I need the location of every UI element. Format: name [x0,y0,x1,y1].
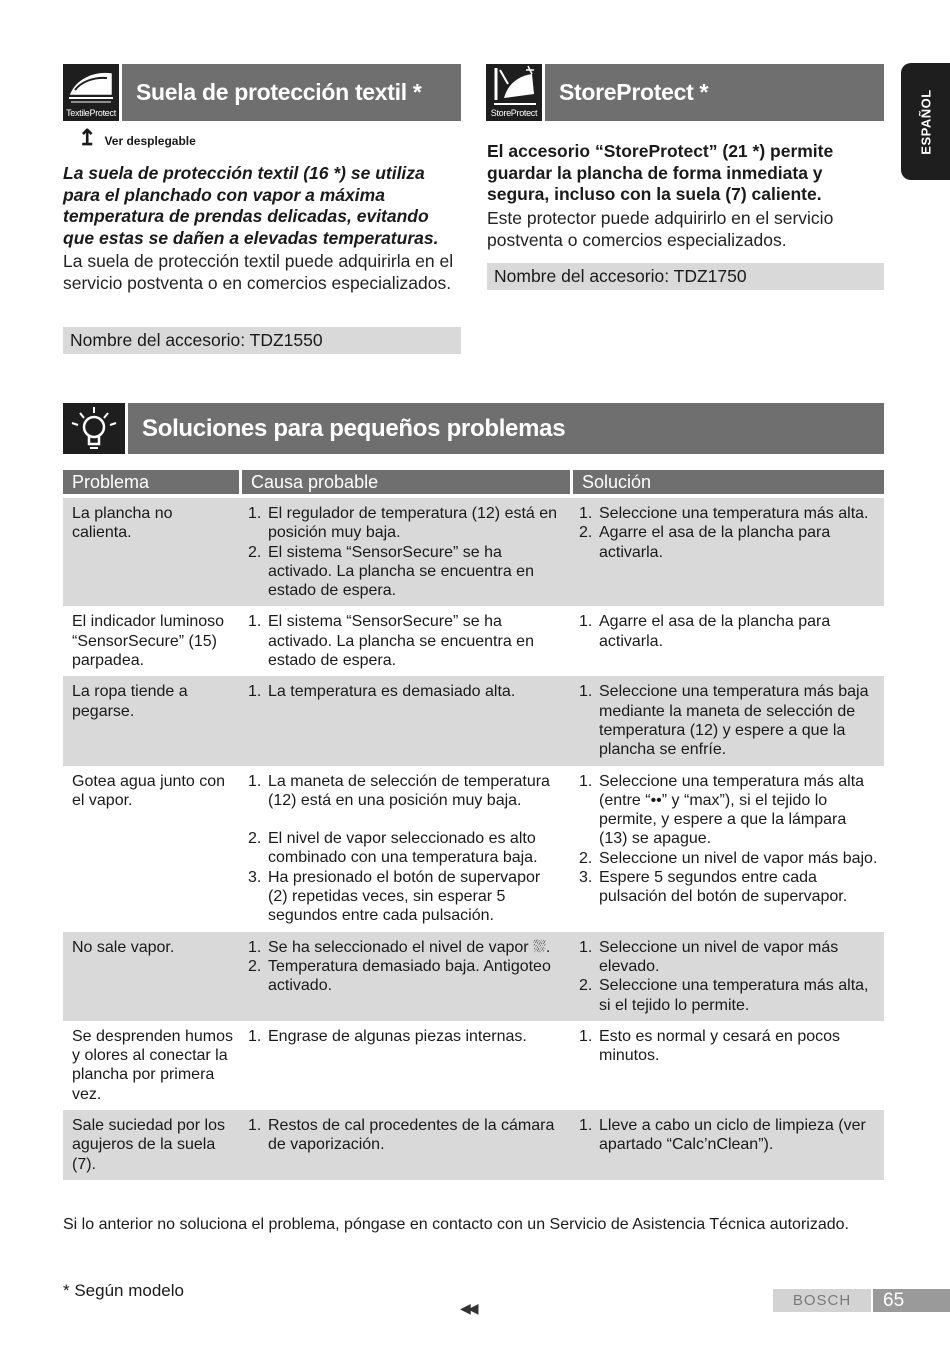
solution-item: 1. Agarre el asa de la plancha para activarla. [579,613,831,650]
lightbulb-icon [63,403,125,454]
section-title-store-protect: StoreProtect * [545,64,884,121]
solution-item: 2. Seleccione una temperatura más alta, si el tejido lo permite. [579,977,869,1014]
problem-cell: Gotea agua junto con el vapor. [72,772,226,809]
footer-note: Si lo anterior no soluciona el problema, póngase en contacto con un Servicio de Asistencia Técnica autorizado. [63,1216,849,1233]
table-row [63,498,884,606]
problem-cell: La ropa tiende a pegarse. [63,676,239,765]
cause-item: 2. El nivel de vapor seleccionado es alto combinado con una temperatura baja. [248,830,538,867]
solution-cell [570,766,884,932]
solution-cell [570,1110,884,1180]
solution-item: 1. Seleccione una temperatura más alta (entre “••” y “max”), si el tejido lo permite, y espere a que la lámpara (13) se apague. [579,772,865,848]
cause-item: 1. La maneta de selección de temperatura (12) está en una posición muy baja. [248,772,550,809]
table-row [63,932,884,1021]
textile-protect-lead: La suela de protección textil (16 *) se utiliza para el planchado con vapor a máxima temperatura de prendas delicadas, evitando que estas se dañen a elevadas temperaturas. [63,163,439,248]
table-row [63,676,884,765]
table-row [63,1021,884,1110]
solution-item: 2. Agarre el asa de la plancha para activarla. [579,524,831,561]
problem-cell: Sale suciedad por los agujeros de la suela (7). [63,1110,239,1180]
cause-item: 1. Restos de cal procedentes de la cámara de vaporización. [248,1117,555,1154]
solution-cell [570,676,884,765]
header-problem: Problema [63,470,239,498]
store-protect-icon [486,64,542,121]
solution-cell [570,498,884,606]
store-protect-lead: El accesorio “StoreProtect” (21 *) permite guardar la plancha de forma inmediata y segura, incluso con la suela (7) caliente. [487,141,834,204]
solution-item: 2. Seleccione un nivel de vapor más bajo. [579,849,878,867]
cause-cell [239,1110,570,1180]
solution-item: 1. Seleccione una temperatura más alta. [579,505,869,522]
problem-cell: No sale vapor. [63,932,239,1021]
cause-item: 2. El sistema “SensorSecure” se ha activado. La plancha se encuentra en estado de espera. [248,543,534,600]
cause-cell [239,932,570,1021]
troubleshooting-table [63,470,884,1180]
cause-item: 1. El regulador de temperatura (12) está en posición muy baja. [248,505,558,542]
cause-item: 2. Temperatura demasiado baja. Antigoteo activado. [248,957,551,995]
cause-cell [239,766,570,932]
cause-item: 3. Ha presionado el botón de supervapor (2) repetidas veces, sin esperar 5 segundos entre cada pulsación. [248,868,541,925]
language-tab [901,63,950,180]
textile-protect-caption: TextileProtect [66,108,116,118]
solution-cell [570,606,884,676]
section-title-textile-protect: Suela de protección textil * [122,64,461,121]
fold-note-label: Ver desplegable [104,134,196,148]
cause-item: 1. Se ha seleccionado el nivel de vapor ⛆. [248,938,551,956]
solution-item: 1. Esto es normal y cesará en pocos minutos. [579,1027,841,1065]
cause-item: 1. El sistema “SensorSecure” se ha activado. La plancha se encuentra en estado de espera. [248,613,534,670]
problem-cell: Se desprenden humos y olores al conectar la plancha por primera vez. [72,1027,233,1103]
cause-cell [239,676,570,765]
problem-cell: La plancha no calienta. [63,498,239,606]
solution-cell [570,932,884,1021]
table-row [63,606,884,676]
header-cause: Causa probable [239,470,570,498]
store-protect-accessory: Nombre del accesorio: TDZ1750 [487,263,884,290]
page-number: 65 [873,1289,950,1312]
textile-protect-icon [63,64,119,121]
header-solution: Solución [570,470,884,498]
solution-item: 1. Lleve a cabo un ciclo de limpieza (ver apartado “Calc’nClean”). [579,1117,866,1154]
section-title-troubleshooting: Soluciones para pequeños problemas [128,403,884,454]
footnote: * Según modelo [63,1281,184,1300]
brand-label: BOSCH [773,1289,871,1312]
textile-protect-body: La suela de protección textil puede adquirirla en el servicio postventa o en comercios especializados. [63,251,454,293]
back-arrows-icon: ◀◀ [460,1300,476,1316]
solution-item: 1. Seleccione un nivel de vapor más elevado. [579,938,839,975]
table-row [63,766,884,932]
fold-arrow-icon: ↥ [78,125,97,150]
problem-cell: El indicador luminoso “SensorSecure” (15) parpadea. [72,613,225,670]
cause-item: 1. La temperatura es demasiado alta. [248,683,516,701]
cause-item: 1. Engrase de algunas piezas internas. [248,1027,527,1045]
cause-cell [239,606,570,676]
store-protect-caption: StoreProtect [490,108,538,118]
solution-cell [570,1021,884,1110]
solution-item: 1. Seleccione una temperatura más baja mediante la maneta de selección de temperatura (12) y espere a que la plancha se enfríe. [579,683,869,759]
table-row [63,1110,884,1180]
table-header-row [63,470,884,498]
textile-protect-accessory: Nombre del accesorio: TDZ1550 [63,327,461,354]
fold-note [78,125,196,150]
cause-cell [239,498,570,606]
solution-item: 3. Espere 5 segundos entre cada pulsación del botón de supervapor. [579,869,848,906]
cause-cell [239,1021,570,1110]
language-label: ESPAÑOL [918,88,933,155]
store-protect-body: Este protector puede adquirirlo en el servicio postventa o comercios especializados. [487,208,834,250]
